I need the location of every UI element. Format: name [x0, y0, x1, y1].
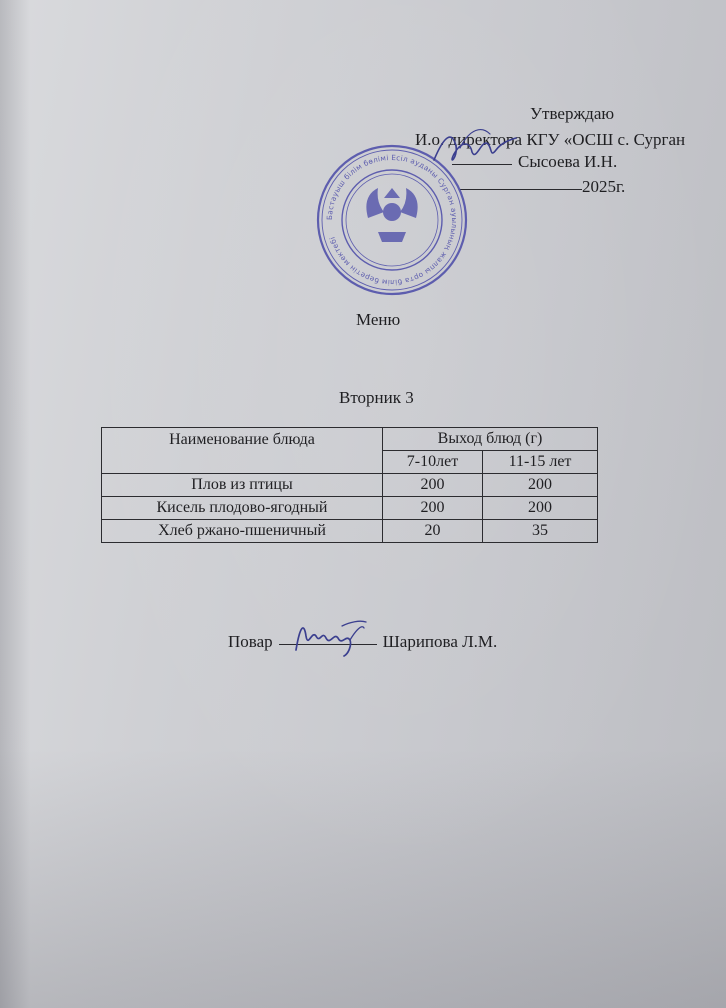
dish-name: Плов из птицы [102, 474, 383, 497]
page-shadow-bottom [0, 748, 726, 1008]
table-row [102, 497, 598, 520]
menu-table [101, 427, 598, 543]
table-header-row [102, 428, 598, 451]
portion-7-10: 20 [383, 520, 483, 543]
table-row [102, 474, 598, 497]
portion-11-15: 200 [483, 497, 598, 520]
age-group-2: 11-15 лет [483, 451, 598, 474]
approval-date: 2025г. [582, 177, 626, 196]
header-dish: Наименование блюда [102, 428, 383, 474]
approval-title: Утверждаю [530, 104, 615, 123]
cook-name: Шарипова Л.М. [382, 632, 498, 651]
dish-name: Кисель плодово-ягодный [102, 497, 383, 520]
portion-11-15: 200 [483, 474, 598, 497]
approval-name: Сысоева И.Н. [518, 152, 618, 171]
age-group-1: 7-10лет [383, 451, 483, 474]
header-output: Выход блюд (г) [383, 428, 598, 451]
document-title: Меню [356, 310, 401, 329]
day-title: Вторник 3 [339, 388, 414, 407]
dish-name: Хлеб ржано-пшеничный [102, 520, 383, 543]
approval-date-line [460, 177, 625, 197]
seal-text: Бастауыш білім бөлімі Есіл ауданы Сурган ауылының жалпы орта білім беретін мектебі [324, 152, 460, 288]
date-blank [460, 189, 582, 190]
portion-7-10: 200 [383, 474, 483, 497]
seal-emblem-icon [366, 188, 417, 242]
director-signature-icon [430, 122, 520, 177]
portion-7-10: 200 [383, 497, 483, 520]
cook-label: Повар [228, 632, 273, 651]
portion-11-15: 35 [483, 520, 598, 543]
cook-signature-icon [290, 616, 370, 660]
approval-role: И.о. директора КГУ «ОСШ с. Сурган [415, 130, 686, 149]
table-row [102, 520, 598, 543]
